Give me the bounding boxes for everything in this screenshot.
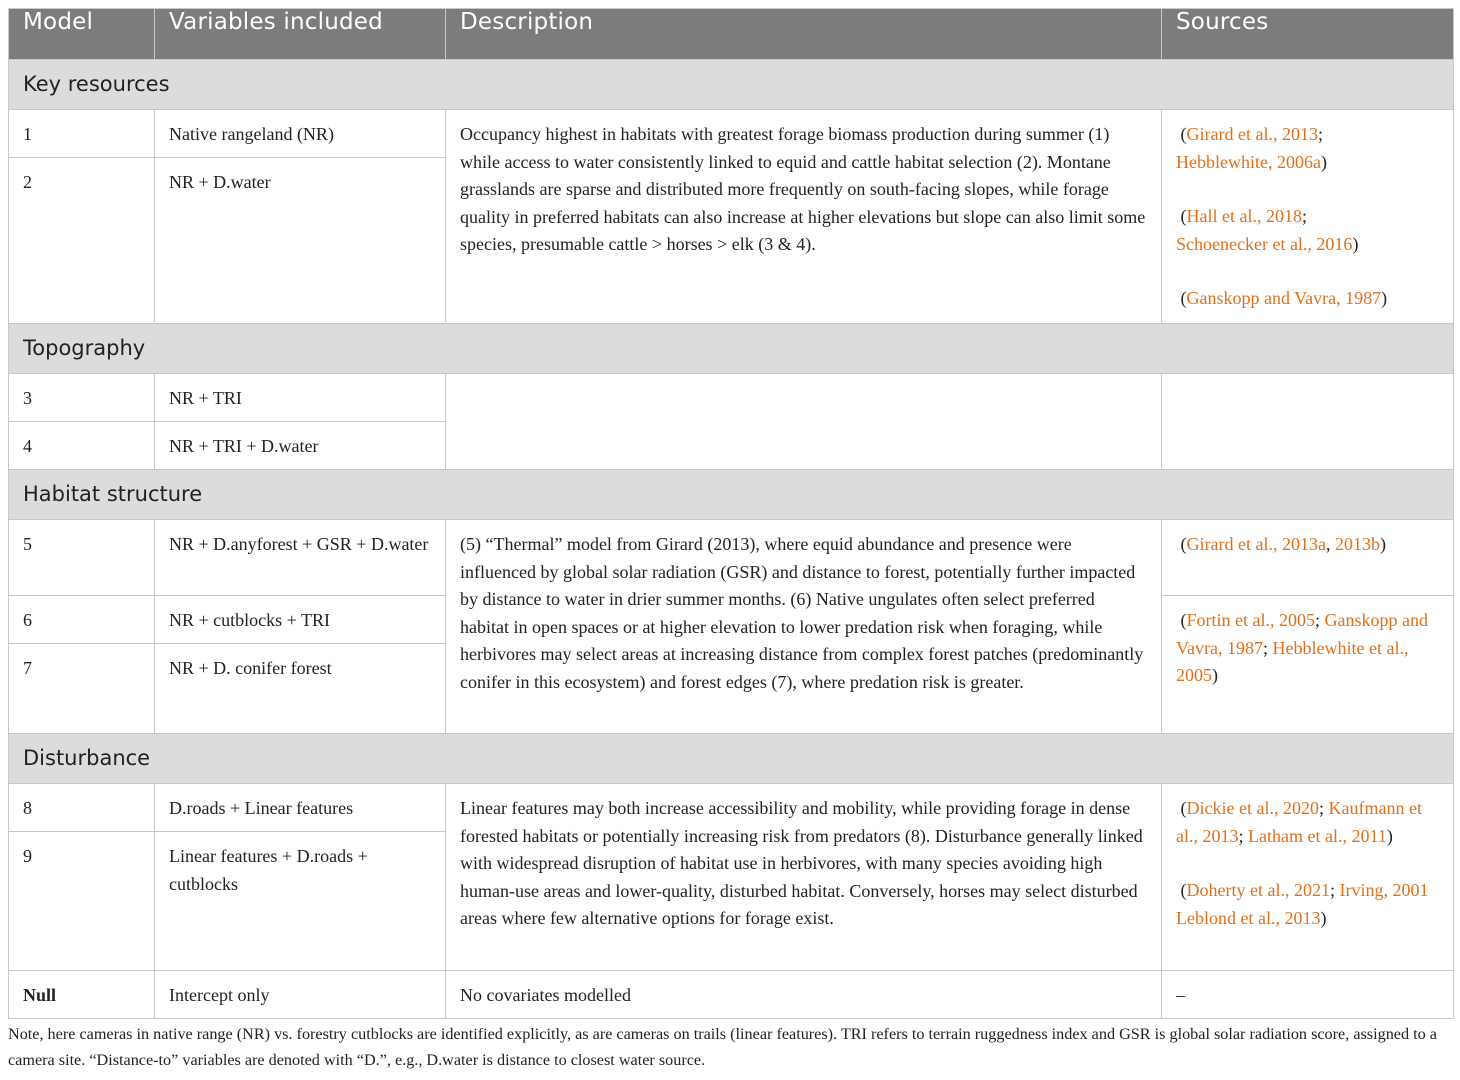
model-cell: 6 <box>9 596 155 644</box>
source-group: (Doherty et al., 2021; Irving, 2001 Leblond et al., 2013) <box>1176 880 1429 928</box>
citation-link[interactable]: Fortin et al., 2005 <box>1186 610 1315 630</box>
source-group: (Girard et al., 2013; Hebblewhite, 2006a) <box>1176 124 1327 172</box>
section-row <box>9 734 1454 784</box>
model-cell: 5 <box>9 520 155 596</box>
model-cell: 9 <box>9 832 155 971</box>
section-row <box>9 324 1454 374</box>
citation-link[interactable]: Leblond et al., 2013 <box>1176 907 1321 928</box>
variables-cell: NR + TRI + D.water <box>155 422 446 470</box>
col-header-sources: Sources <box>1162 9 1454 60</box>
section-title: Topography <box>9 324 1454 374</box>
citation-link[interactable]: Hebblewhite, 2006a <box>1176 151 1321 172</box>
model-cell: 7 <box>9 644 155 734</box>
table-header-row <box>9 9 1454 60</box>
description-cell: (5) “Thermal” model from Girard (2013), where equid abundance and presence were influenced by global solar radiation (GSR) and distance to forest, potentially further impacted by distance to water in drier summer months. (6) Native ungulates often select preferred habitat in open spaces or at higher elevation to lower predation risk when foraging, while herbivores may select areas at increasing distance from complex forest patches (predominantly conifer in this ecosystem) and forest edges (7), where predation risk is greater. <box>446 520 1162 734</box>
model-cell: 2 <box>9 158 155 324</box>
models-table <box>8 8 1454 1019</box>
description-cell: Linear features may both increase accessibility and mobility, while providing forage in dense forested habitats or potentially increasing risk from predators (8). Disturbance generally linked with widespread disruption of habitat use in herbivores, with many species avoiding high human-use areas and lower-quality, disturbed habitat. Conversely, horses may select disturbed areas where few alternative options for forage exist. <box>446 784 1162 971</box>
sources-cell <box>1162 110 1454 324</box>
model-cell: Null <box>9 971 155 1019</box>
citation-link[interactable]: Hebblewhite et al., 2005 <box>1176 637 1409 685</box>
section-title: Habitat structure <box>9 470 1454 520</box>
citation-link[interactable]: Hall et al., 2018 <box>1186 206 1302 226</box>
citation-link[interactable]: Irving, 2001 <box>1339 880 1429 900</box>
table-row <box>9 520 1454 596</box>
section-title: Disturbance <box>9 734 1454 784</box>
table-row-null <box>9 971 1454 1019</box>
citation-link[interactable]: Latham et al., 2011 <box>1248 825 1387 846</box>
description-cell: No covariates modelled <box>446 971 1162 1019</box>
variables-cell: NR + D. conifer forest <box>155 644 446 734</box>
source-group: (Dickie et al., 2020; Kaufmann et al., 2013; Latham et al., 2011) <box>1176 798 1422 846</box>
source-group: (Hall et al., 2018; Schoenecker et al., 2016) <box>1176 206 1359 254</box>
table-row <box>9 110 1454 158</box>
col-header-model: Model <box>9 9 155 60</box>
description-cell: Occupancy highest in habitats with greatest forage biomass production during summer (1) while access to water consistently linked to equid and cattle habitat selection (2). Montane grasslands are sparse and distributed more frequently on south-facing slopes, while forage quality in preferred habitats can also increase at higher elevations but slope can also limit some species, presumable cattle > horses > elk (3 & 4). <box>446 110 1162 324</box>
citation-link[interactable]: Girard et al., 2013 <box>1186 124 1318 144</box>
source-group: (Ganskopp and Vavra, 1987) <box>1176 288 1388 308</box>
sources-cell <box>1162 520 1454 596</box>
citation-link[interactable]: Girard et al., 2013a <box>1186 534 1326 554</box>
sources-cell <box>1162 784 1454 971</box>
table-row <box>9 784 1454 832</box>
source-group: (Fortin et al., 2005; Ganskopp and Vavra, 1987; Hebblewhite et al., 2005) <box>1176 610 1428 685</box>
model-cell: 1 <box>9 110 155 158</box>
table-row <box>9 374 1454 422</box>
citation-link[interactable]: Ganskopp and Vavra, 1987 <box>1176 610 1428 658</box>
variables-cell: NR + D.anyforest + GSR + D.water <box>155 520 446 596</box>
variables-cell: Linear features + D.roads + cutblocks <box>155 832 446 971</box>
variables-cell: D.roads + Linear features <box>155 784 446 832</box>
citation-link[interactable]: Kaufmann et al., 2013 <box>1176 798 1422 846</box>
section-row <box>9 470 1454 520</box>
variables-cell: NR + TRI <box>155 374 446 422</box>
model-cell: 3 <box>9 374 155 422</box>
col-header-description: Description <box>446 9 1162 60</box>
description-cell <box>446 374 1162 470</box>
variables-cell: Native rangeland (NR) <box>155 110 446 158</box>
section-title: Key resources <box>9 60 1454 110</box>
source-group: (Girard et al., 2013a, 2013b) <box>1176 534 1386 554</box>
citation-link[interactable]: Doherty et al., 2021 <box>1186 880 1330 900</box>
citation-link[interactable]: Schoenecker et al., 2016 <box>1176 233 1353 254</box>
citation-link[interactable]: Ganskopp and Vavra, 1987 <box>1186 288 1382 308</box>
variables-cell: NR + cutblocks + TRI <box>155 596 446 644</box>
sources-cell <box>1162 374 1454 470</box>
model-cell: 8 <box>9 784 155 832</box>
variables-cell: NR + D.water <box>155 158 446 324</box>
citation-link[interactable]: Dickie et al., 2020 <box>1186 798 1319 818</box>
col-header-variables: Variables included <box>155 9 446 60</box>
sources-cell <box>1162 596 1454 734</box>
citation-link[interactable]: 2013b <box>1334 534 1380 554</box>
section-row <box>9 60 1454 110</box>
table-footnote: Note, here cameras in native range (NR) vs. forestry cutblocks are identified explicitly, as are cameras on trails (linear features). TRI refers to terrain ruggedness index and GSR is global solar radiation score, assigned to a camera site. “Distance-to” variables are denoted with “D.”, e.g., D.water is distance to closest water source. <box>8 1025 1437 1069</box>
sources-cell: – <box>1162 971 1454 1019</box>
variables-cell: Intercept only <box>155 971 446 1019</box>
model-cell: 4 <box>9 422 155 470</box>
